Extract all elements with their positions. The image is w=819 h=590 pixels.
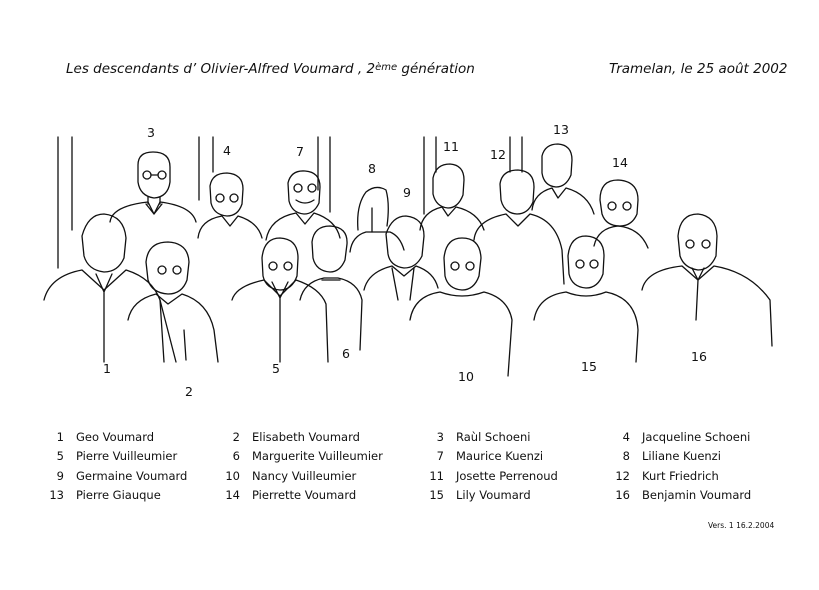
figure-number-14: 14 xyxy=(612,155,628,170)
place-date: Tramelan, le 25 août 2002 xyxy=(609,61,788,77)
figure-16 xyxy=(642,214,772,346)
figure-number-6: 6 xyxy=(342,346,350,361)
figure-13 xyxy=(532,144,594,214)
figure-10 xyxy=(410,238,512,376)
figure-3 xyxy=(110,152,196,222)
figure-11 xyxy=(420,164,484,230)
figure-1 xyxy=(44,214,164,362)
figure-15 xyxy=(534,236,638,362)
figure-4 xyxy=(198,173,262,238)
figure-number-15: 15 xyxy=(581,359,597,374)
figure-12 xyxy=(474,170,564,284)
figure-9 xyxy=(364,216,438,300)
figure-number-5: 5 xyxy=(272,361,280,376)
figure-numbers xyxy=(103,122,707,399)
figure-number-11: 11 xyxy=(443,139,459,154)
figure-number-4: 4 xyxy=(223,143,231,158)
figure-number-7: 7 xyxy=(296,144,304,159)
figure-number-12: 12 xyxy=(490,147,506,162)
title-suffix: génération xyxy=(397,61,475,77)
figure-number-8: 8 xyxy=(368,161,376,176)
figure-14 xyxy=(594,180,648,248)
figure-number-3: 3 xyxy=(147,125,155,140)
figure-number-16: 16 xyxy=(691,349,707,364)
figure-5 xyxy=(232,238,328,362)
title-superscript: ème xyxy=(375,62,398,73)
figure-2 xyxy=(128,242,218,362)
title-prefix: Les descendants d’ Olivier-Alfred Voumard , 2 xyxy=(66,61,376,77)
figure-number-1: 1 xyxy=(103,361,111,376)
figure-number-13: 13 xyxy=(553,122,569,137)
figure-7 xyxy=(266,171,340,240)
figure-6 xyxy=(300,226,362,350)
figure-number-9: 9 xyxy=(403,185,411,200)
version-stamp: Vers. 1 16.2.2004 xyxy=(708,521,775,530)
figure-number-10: 10 xyxy=(458,369,474,384)
figure-number-2: 2 xyxy=(185,384,193,399)
